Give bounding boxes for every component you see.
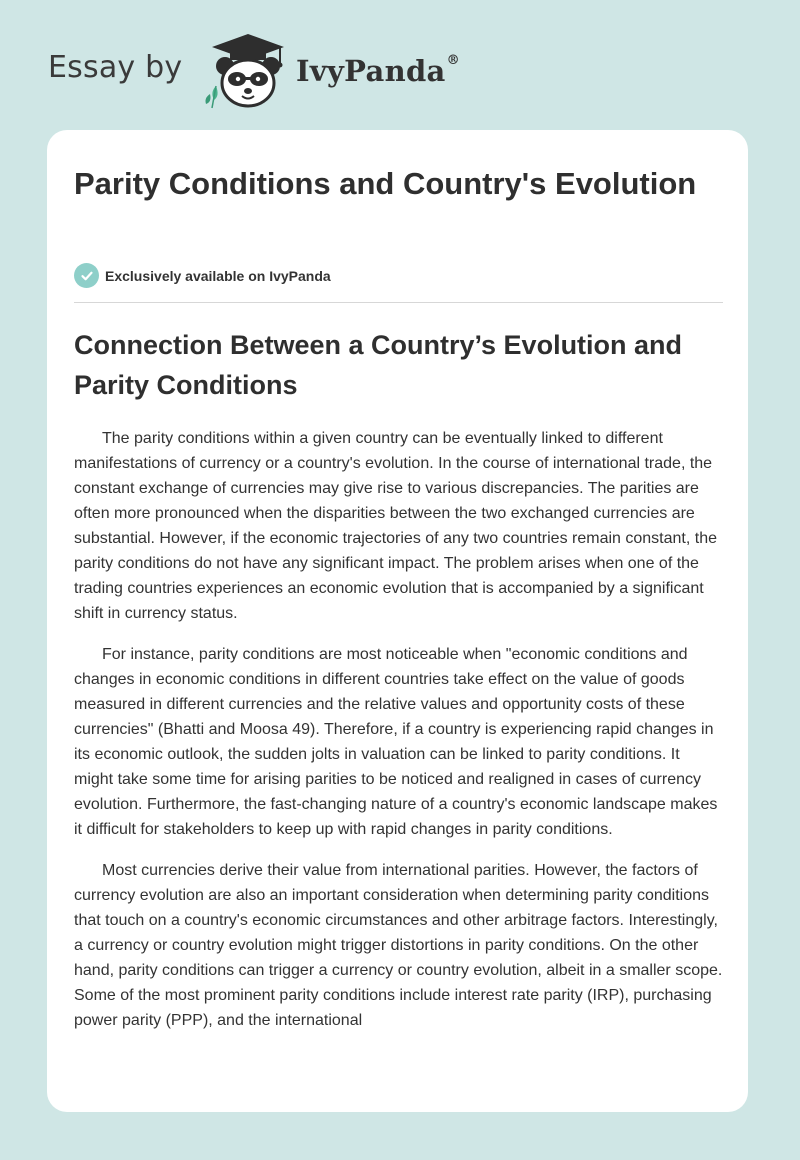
brand-name[interactable] bbox=[296, 54, 460, 88]
brand-text: IvyPanda bbox=[296, 54, 446, 88]
essay-card bbox=[47, 130, 748, 1112]
essay-by-label: Essay by bbox=[48, 50, 183, 85]
check-circle-icon bbox=[74, 263, 99, 288]
ivypanda-panda-logo-icon[interactable] bbox=[200, 28, 296, 112]
section-heading: Connection Between a Country’s Evolution and Parity Conditions bbox=[74, 330, 683, 400]
paragraph: For instance, parity conditions are most noticeable when "economic conditions and changes in economic conditions in different countries take effect on the value of goods measured in different currencies and the relative values and opportunity costs of these currencies" (Bhatti and Moosa 49). Therefore, if a country is experiencing rapid changes in its economic outlook, the sudden jolts in valuation can be linked to parity conditions. It might take some time for arising parities to be noticed and realigned in cases of currency evolution. Furthermore, the fast-changing nature of a country's economic landscape makes it difficult for stakeholders to keep up with rapid changes in parity conditions. bbox=[74, 646, 718, 838]
badge-text: Exclusively available on IvyPanda bbox=[105, 267, 331, 284]
exclusive-badge bbox=[74, 263, 331, 288]
site-header bbox=[48, 28, 748, 112]
essay-title: Parity Conditions and Country's Evolution bbox=[74, 166, 697, 201]
essay-body bbox=[74, 426, 723, 1049]
registered-mark: ® bbox=[446, 53, 460, 69]
divider bbox=[74, 302, 723, 303]
paragraph: Most currencies derive their value from international parities. However, the factors of currency evolution are also an important consideration when determining parity conditions that touch on a country's economic circumstances and other arbitrage factors. Interestingly, a currency or country evolution might trigger distortions in parity conditions. On the other hand, parity conditions can trigger a currency or country evolution, albeit in a smaller scope. Some of the most prominent parity conditions include interest rate parity (IRP), purchasing power parity (PPP), and the international bbox=[74, 862, 723, 1029]
paragraph: The parity conditions within a given country can be eventually linked to different manifestations of currency or a country's evolution. In the course of international trade, the constant exchange of currencies may give rise to various discrepancies. The parities are often more pronounced when the disparities between the two exchanged currencies are substantial. However, if the economic trajectories of any two countries remain constant, the parity conditions do not have any significant impact. The problem arises when one of the trading countries experiences an economic evolution that is accompanied by a significant shift in currency status. bbox=[74, 430, 717, 622]
